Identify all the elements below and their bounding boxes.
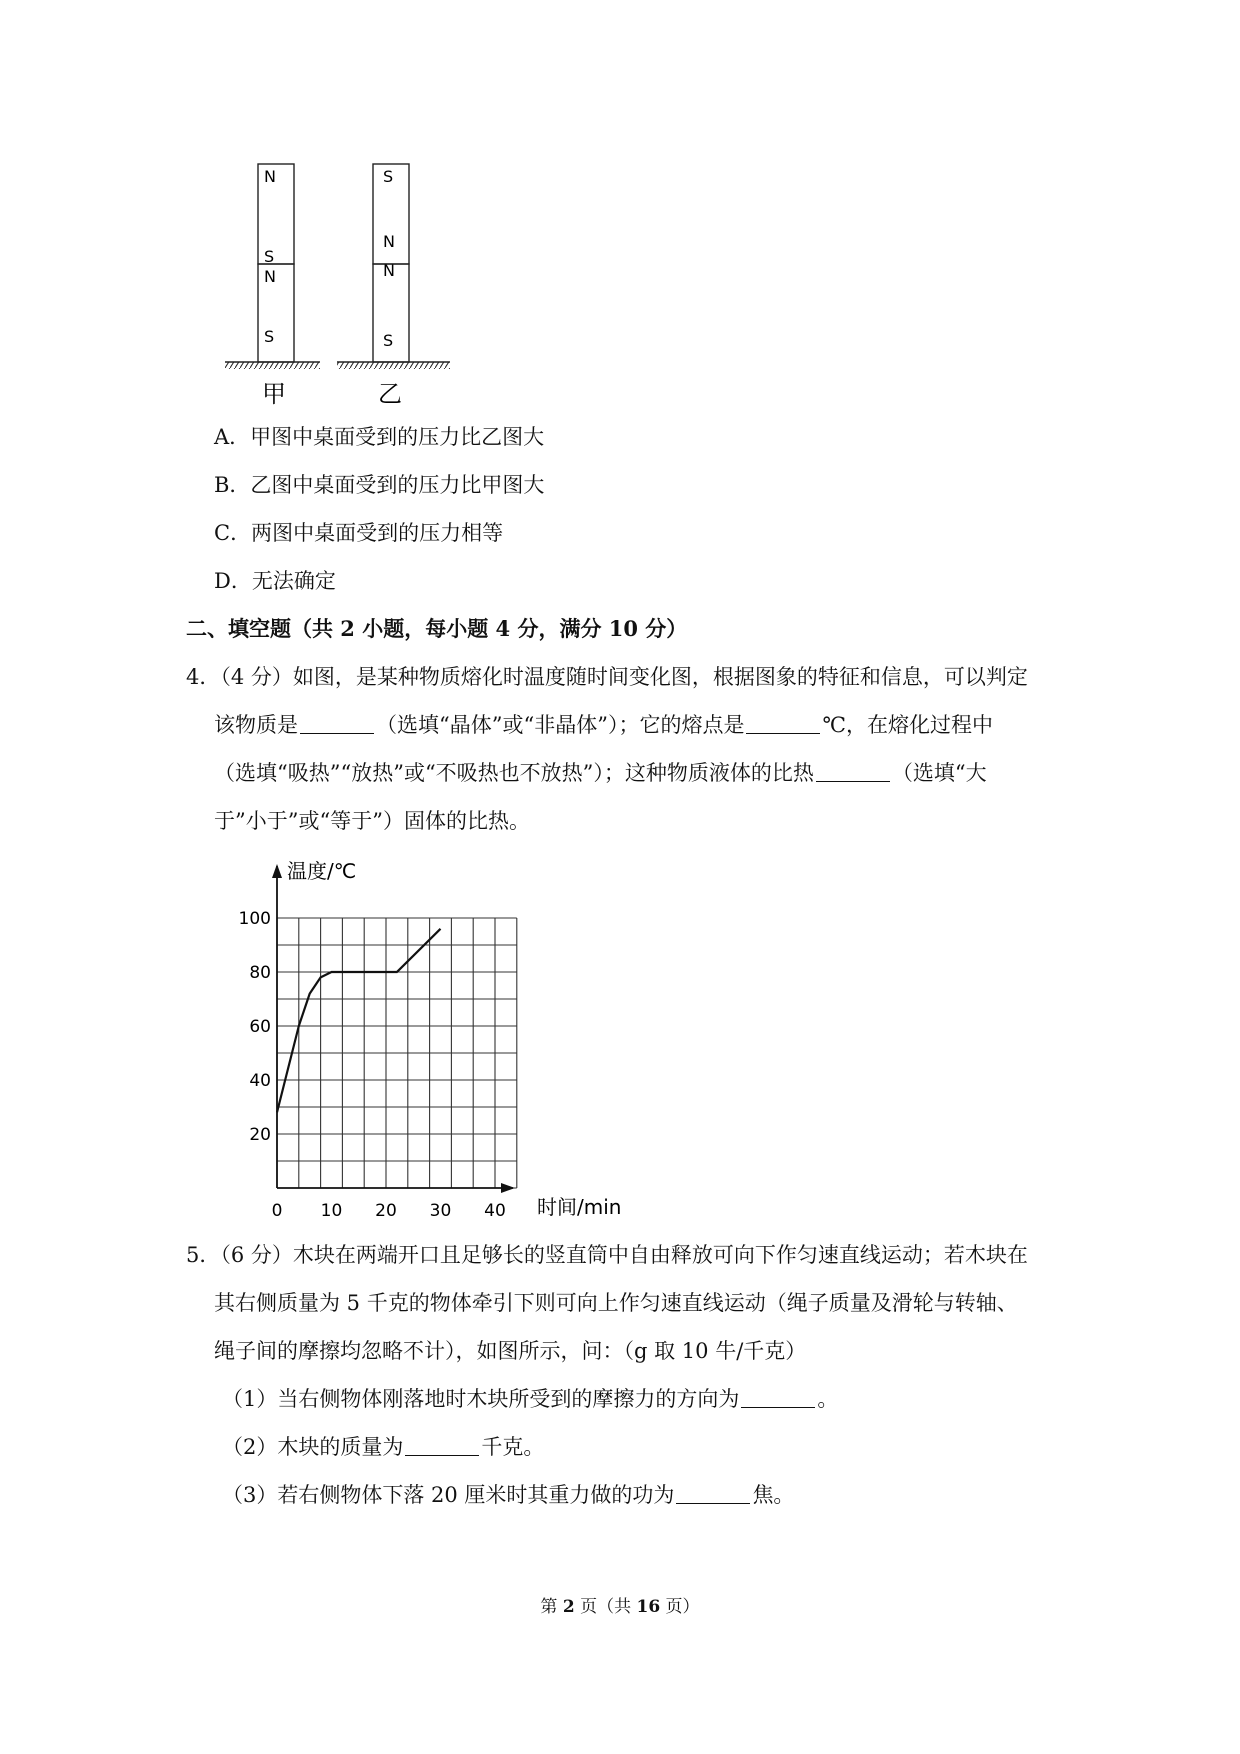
- x-axis-arrow: [501, 1183, 515, 1193]
- pole-label: N: [383, 232, 395, 251]
- y-tick-label: 100: [238, 909, 271, 929]
- pole-label: S: [383, 167, 394, 186]
- chart-axes: [272, 864, 515, 1193]
- q5-text: 千克。: [481, 1435, 545, 1459]
- table-hatch: [337, 362, 450, 369]
- q5-line-2: 其右侧质量为 5 千克的物体牵引下则可向上作匀速直线运动（绳子质量及滑轮与转轴、: [214, 1291, 1018, 1315]
- y-tick-label: 20: [249, 1125, 271, 1145]
- q5-text: （1）当右侧物体刚落地时木块所受到的摩擦力的方向为: [222, 1387, 740, 1411]
- temperature-time-chart: [225, 858, 645, 1218]
- page-total: 16: [636, 1597, 661, 1617]
- answer-blank[interactable]: [746, 713, 820, 734]
- footer-text: 页）: [660, 1597, 700, 1617]
- answer-blank[interactable]: [741, 1387, 815, 1408]
- q5-text: 焦。: [752, 1483, 795, 1507]
- answer-blank[interactable]: [676, 1483, 750, 1504]
- temperature-curve: [277, 929, 441, 1113]
- pole-label: N: [264, 267, 276, 286]
- pole-label: N: [264, 167, 276, 186]
- option-d: D．无法确定: [214, 569, 336, 593]
- y-axis-label: 温度/℃: [287, 859, 357, 883]
- option-b: B．乙图中桌面受到的压力比甲图大: [214, 473, 545, 497]
- chart-grid: [277, 918, 517, 1188]
- y-tick-label: 80: [249, 963, 271, 983]
- x-tick-label: 10: [320, 1201, 343, 1218]
- footer-text: 页（共: [574, 1597, 637, 1617]
- figure-label-yi: 乙: [378, 380, 402, 408]
- x-tick-label: 30: [429, 1201, 452, 1218]
- magnet-figure: [220, 160, 460, 410]
- pole-label: S: [264, 247, 275, 266]
- footer-text: 第: [540, 1597, 563, 1617]
- page-number: 2: [562, 1597, 575, 1617]
- q4-text: （选填“晶体”或“非晶体”）；它的熔点是: [376, 713, 745, 737]
- page-footer: [0, 1592, 1240, 1617]
- q4-text: （选填“吸热”“放热”或“不吸热也不放热”）；这种物质液体的比热: [214, 761, 814, 785]
- q4-text: 该物质是: [214, 713, 298, 737]
- q5-sub-3: [222, 1480, 794, 1510]
- q4-line-1: 4．（4 分）如图，是某种物质熔化时温度随时间变化图，根据图象的特征和信息，可以判定: [186, 665, 1028, 689]
- x-tick-label: 0: [271, 1201, 283, 1218]
- q5-text: 。: [817, 1387, 839, 1411]
- q5-text: （2）木块的质量为: [222, 1435, 404, 1459]
- q5-sub-2: [222, 1432, 544, 1462]
- q4-text: ℃，在熔化过程中: [822, 713, 993, 737]
- y-tick-label: 40: [249, 1071, 271, 1091]
- q4-line-3: [214, 758, 987, 788]
- q5-line-1: 5．（6 分）木块在两端开口且足够长的竖直筒中自由释放可向下作匀速直线运动；若木块在: [186, 1243, 1028, 1267]
- section-heading: 二、填空题（共 2 小题，每小题 4 分，满分 10 分）: [186, 616, 688, 641]
- q5-text: （3）若右侧物体下落 20 厘米时其重力做的功为: [222, 1483, 675, 1507]
- magnet-stack-jia: [258, 164, 294, 362]
- y-axis-arrow: [272, 864, 282, 878]
- q5-line-3: 绳子间的摩擦均忽略不计），如图所示，问：（g 取 10 牛/千克）: [214, 1339, 807, 1363]
- answer-blank[interactable]: [405, 1435, 479, 1456]
- x-tick-label: 40: [484, 1201, 506, 1218]
- x-tick-label: 20: [375, 1201, 397, 1218]
- magnet-stack-yi: [373, 164, 409, 362]
- figure-label-jia: 甲: [262, 380, 286, 408]
- pole-label: N: [383, 261, 395, 280]
- x-axis-label: 时间/min: [537, 1195, 622, 1218]
- answer-blank[interactable]: [816, 761, 890, 782]
- table-hatch: [225, 362, 320, 369]
- pole-label: S: [264, 327, 275, 346]
- option-a: A．甲图中桌面受到的压力比乙图大: [214, 425, 545, 449]
- q4-line-4: 于”小于”或“等于”）固体的比热。: [214, 809, 530, 833]
- q4-text: （选填“大: [891, 761, 987, 785]
- q4-line-2: [214, 710, 993, 740]
- pole-label: S: [383, 331, 394, 350]
- q5-sub-1: [222, 1384, 838, 1414]
- option-c: C．两图中桌面受到的压力相等: [214, 521, 504, 545]
- answer-blank[interactable]: [300, 713, 374, 734]
- chart-ticks: [239, 909, 506, 1218]
- y-tick-label: 60: [249, 1017, 271, 1037]
